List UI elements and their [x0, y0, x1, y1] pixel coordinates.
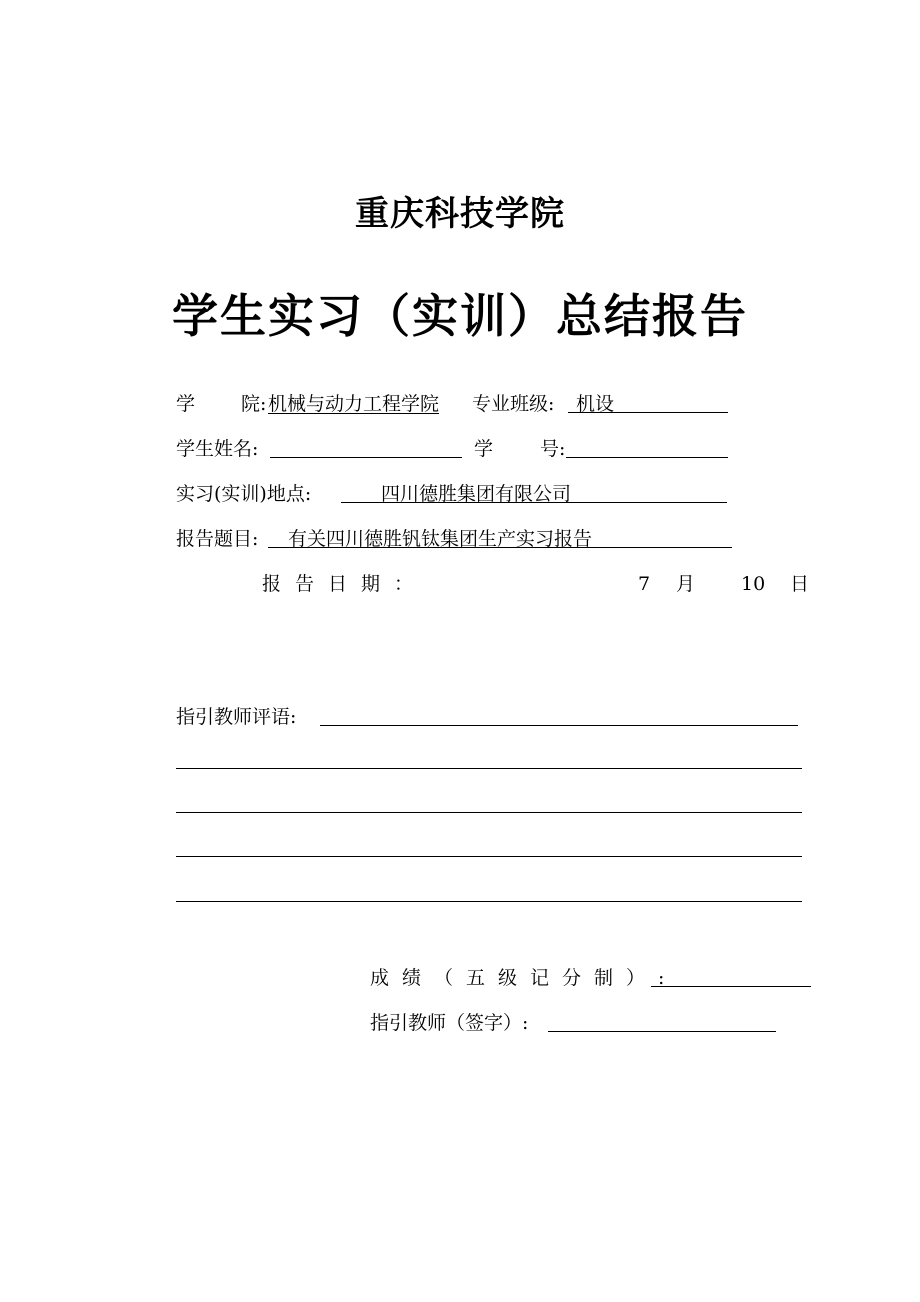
college-label-a: 学	[176, 393, 196, 415]
date-month-number[interactable]: 7	[638, 573, 651, 595]
major-label: 专业班级:	[472, 393, 555, 415]
teacher-comment-label: 指引教师评语:	[176, 706, 297, 728]
location-label: 实习(实训)地点:	[176, 483, 312, 505]
topic-label: 报告题目:	[176, 528, 259, 550]
comment-line-1[interactable]	[320, 725, 798, 726]
college-label-b: 院:	[241, 393, 267, 415]
grade-label: 成绩（五级记分制）:	[370, 967, 678, 989]
student-name-label: 学生姓名:	[176, 438, 259, 460]
signature-field[interactable]	[548, 1031, 776, 1032]
topic-value[interactable]: 有关四川德胜钒钛集团生产实习报告	[288, 528, 593, 550]
school-name: 重庆科技学院	[355, 194, 565, 234]
student-id-label-a: 学	[474, 438, 494, 460]
comment-line-5[interactable]	[176, 901, 802, 902]
student-id-label-b: 号:	[540, 438, 566, 460]
comment-line-3[interactable]	[176, 812, 802, 813]
date-day-number[interactable]: 10	[741, 573, 766, 595]
college-value[interactable]: 机械与动力工程学院	[268, 393, 440, 415]
grade-field[interactable]	[651, 986, 811, 987]
date-month-unit: 月	[676, 573, 696, 595]
topic-underline	[268, 547, 732, 548]
student-name-field[interactable]	[270, 457, 462, 458]
major-value[interactable]: 机设	[576, 393, 615, 415]
student-id-field[interactable]	[566, 457, 728, 458]
date-day-unit: 日	[790, 573, 810, 595]
major-underline	[568, 412, 728, 413]
date-label: 报告日期：	[262, 573, 428, 595]
location-underline	[341, 502, 727, 503]
comment-line-4[interactable]	[176, 856, 802, 857]
signature-label: 指引教师（签字）:	[370, 1012, 529, 1034]
location-value[interactable]: 四川德胜集团有限公司	[381, 483, 572, 505]
report-title: 学生实习（实训）总结报告	[172, 289, 748, 343]
comment-line-2[interactable]	[176, 768, 802, 769]
